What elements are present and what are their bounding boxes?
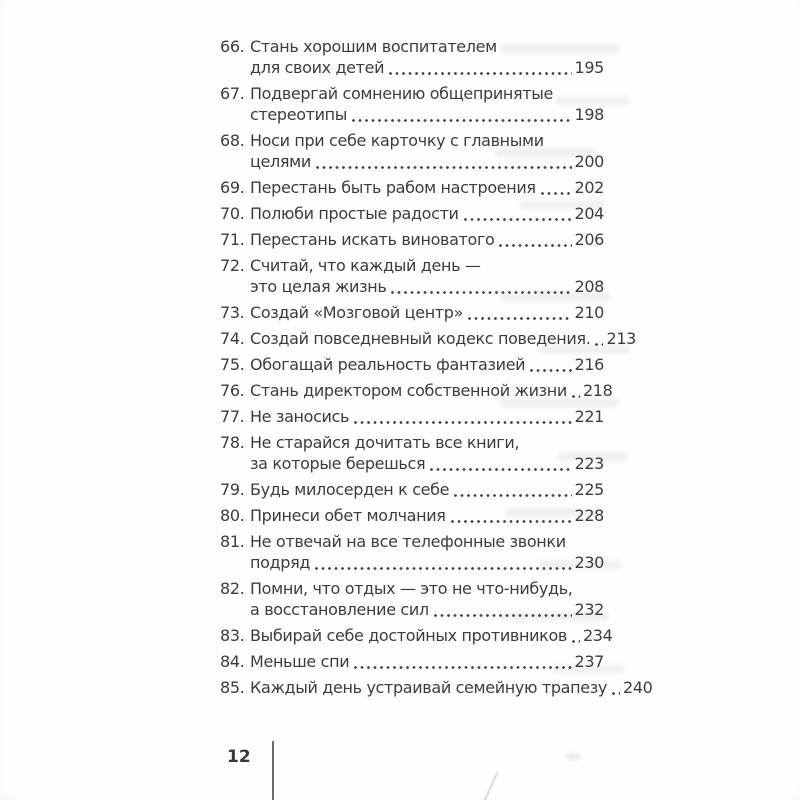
toc-entry <box>220 130 604 172</box>
entry-title-line: Каждый день устраивай семейную трапезу <box>250 678 608 697</box>
dot-leader <box>451 520 572 523</box>
entry-page-number: 206 <box>574 230 604 249</box>
toc-line <box>220 432 604 453</box>
dot-leader <box>352 119 571 122</box>
entry-page-number: 234 <box>582 626 613 645</box>
toc-line <box>220 625 613 646</box>
entry-page-number: 204 <box>574 204 604 223</box>
entry-page-number: 221 <box>574 407 604 426</box>
toc-entry <box>220 36 604 78</box>
entry-page-number: 230 <box>574 553 604 572</box>
toc-line <box>250 104 604 125</box>
dot-leader <box>499 244 571 247</box>
entry-number: 68. <box>220 131 245 150</box>
toc-line <box>220 177 604 198</box>
entry-title-line: Принеси обет молчания <box>250 506 446 525</box>
entry-number: 83. <box>220 626 245 645</box>
dot-leader <box>572 640 580 643</box>
dot-leader <box>354 666 571 669</box>
toc-line <box>220 83 604 104</box>
toc-entry <box>220 531 604 573</box>
toc-line <box>220 479 604 500</box>
entry-page-number: 200 <box>574 152 604 171</box>
entry-page-number: 210 <box>574 303 604 322</box>
toc-line <box>220 255 604 276</box>
entry-title-line: Носи при себе карточку с главными <box>250 131 544 150</box>
toc-entry <box>220 677 653 698</box>
toc-entry <box>220 302 604 323</box>
entry-number: 84. <box>220 652 245 671</box>
toc-entry <box>220 432 604 474</box>
entry-number: 66. <box>220 37 245 56</box>
entry-page-number: 202 <box>574 178 604 197</box>
entry-number: 73. <box>220 303 245 322</box>
toc-line <box>220 531 604 552</box>
page-crease-mark <box>480 771 499 800</box>
entry-number: 78. <box>220 433 245 452</box>
toc-line <box>250 151 604 172</box>
entry-page-number: 240 <box>623 678 653 697</box>
entry-title-line: Стань хорошим воспитателем <box>250 37 497 56</box>
toc-entry <box>220 328 636 349</box>
entry-number: 69. <box>220 178 245 197</box>
entry-title-line: подряд <box>250 553 311 572</box>
entry-number: 85. <box>220 678 245 697</box>
dot-leader <box>541 192 572 195</box>
toc-entry <box>220 83 604 125</box>
footer-vertical-rule <box>272 741 274 800</box>
entry-title-line: Подвергай сомнению общепринятые <box>250 84 554 103</box>
entry-number: 82. <box>220 579 245 598</box>
toc-line <box>220 677 653 698</box>
toc-line <box>220 354 604 375</box>
entry-page-number: 208 <box>574 277 604 296</box>
toc-line <box>250 599 604 620</box>
entry-page-number: 232 <box>574 600 604 619</box>
entry-title-line: Выбирай себе достойных противников <box>250 626 567 645</box>
dot-leader <box>315 567 571 570</box>
entry-title-line: Обогащай реальность фантазией <box>250 355 526 374</box>
entry-page-number: 198 <box>574 105 604 124</box>
entry-title-line: для своих детей <box>250 58 385 77</box>
entry-number: 81. <box>220 532 245 551</box>
toc-line <box>250 453 604 474</box>
entry-title-line: стереотипы <box>250 105 348 124</box>
entry-title-line: Будь милосерден к себе <box>250 480 450 499</box>
toc-entry <box>220 505 604 526</box>
entry-title-line: Полюби простые радости <box>250 204 459 223</box>
entry-page-number: 216 <box>574 355 604 374</box>
entry-title-line: Считай, что каждый день — <box>250 256 481 275</box>
toc-line <box>250 57 604 78</box>
toc-line <box>220 505 604 526</box>
toc-line <box>220 380 613 401</box>
entry-title-line: Не старайся дочитать все книги, <box>250 433 520 452</box>
page-smudge-mark <box>565 753 581 760</box>
toc-line <box>220 36 604 57</box>
entry-number: 80. <box>220 506 245 525</box>
page-number: 12 <box>227 747 251 767</box>
dot-leader <box>354 421 571 424</box>
toc-line <box>220 651 604 672</box>
toc-entry <box>220 578 604 620</box>
dot-leader <box>612 692 620 695</box>
toc-entry <box>220 203 604 224</box>
entry-title-line: Помни, что отдых — это не что-нибудь, <box>250 579 573 598</box>
entry-title-line: целями <box>250 152 311 171</box>
dot-leader <box>430 468 571 471</box>
entry-number: 70. <box>220 204 245 223</box>
toc-entry <box>220 229 604 250</box>
entry-title-line: Создай повседневный кодекс поведения. <box>250 329 591 348</box>
toc-line <box>220 578 604 599</box>
entry-page-number: 195 <box>574 58 604 77</box>
toc-list <box>220 36 653 703</box>
entry-number: 77. <box>220 407 245 426</box>
entry-page-number: 225 <box>574 480 604 499</box>
dot-leader <box>316 166 572 169</box>
toc-line <box>220 229 604 250</box>
toc-line <box>250 552 604 573</box>
entry-number: 67. <box>220 84 245 103</box>
toc-entry <box>220 625 613 646</box>
entry-title-line: Стань директором собственной жизни <box>250 381 567 400</box>
entry-title-line: Не отвечай на все телефонные звонки <box>250 532 566 551</box>
entry-number: 75. <box>220 355 245 374</box>
entry-page-number: 223 <box>574 454 604 473</box>
dot-leader <box>530 369 571 372</box>
toc-entry <box>220 354 604 375</box>
dot-leader <box>391 291 571 294</box>
toc-line <box>250 276 604 297</box>
entry-number: 71. <box>220 230 245 249</box>
dot-leader <box>572 395 580 398</box>
entry-title-line: это целая жизнь <box>250 277 387 296</box>
toc-line <box>220 406 604 427</box>
entry-number: 74. <box>220 329 245 348</box>
dot-leader <box>454 494 571 497</box>
entry-number: 76. <box>220 381 245 400</box>
toc-line <box>220 302 604 323</box>
entry-title-line: Меньше спи <box>250 652 350 671</box>
entry-page-number: 213 <box>606 329 636 348</box>
dot-leader <box>595 343 603 346</box>
entry-page-number: 228 <box>574 506 604 525</box>
entry-page-number: 218 <box>582 381 613 400</box>
toc-entry <box>220 479 604 500</box>
entry-title-line: Не заносись <box>250 407 350 426</box>
toc-line <box>220 328 636 349</box>
toc-entry <box>220 380 613 401</box>
entry-page-number: 237 <box>574 652 604 671</box>
toc-entry <box>220 255 604 297</box>
toc-line <box>220 203 604 224</box>
toc-line <box>220 130 604 151</box>
entry-title-line: Перестань быть рабом настроения <box>250 178 536 197</box>
entry-title-line: а восстановление сил <box>250 600 429 619</box>
entry-title-line: Перестань искать виноватого <box>250 230 495 249</box>
toc-entry <box>220 406 604 427</box>
dot-leader <box>434 614 572 617</box>
dot-leader <box>389 72 571 75</box>
dot-leader <box>464 218 572 221</box>
entry-number: 72. <box>220 256 245 275</box>
toc-entry <box>220 651 604 672</box>
toc-entry <box>220 177 604 198</box>
entry-number: 79. <box>220 480 245 499</box>
entry-title-line: за которые берешься <box>250 454 426 473</box>
dot-leader <box>468 317 571 320</box>
entry-title-line: Создай «Мозговой центр» <box>250 303 464 322</box>
